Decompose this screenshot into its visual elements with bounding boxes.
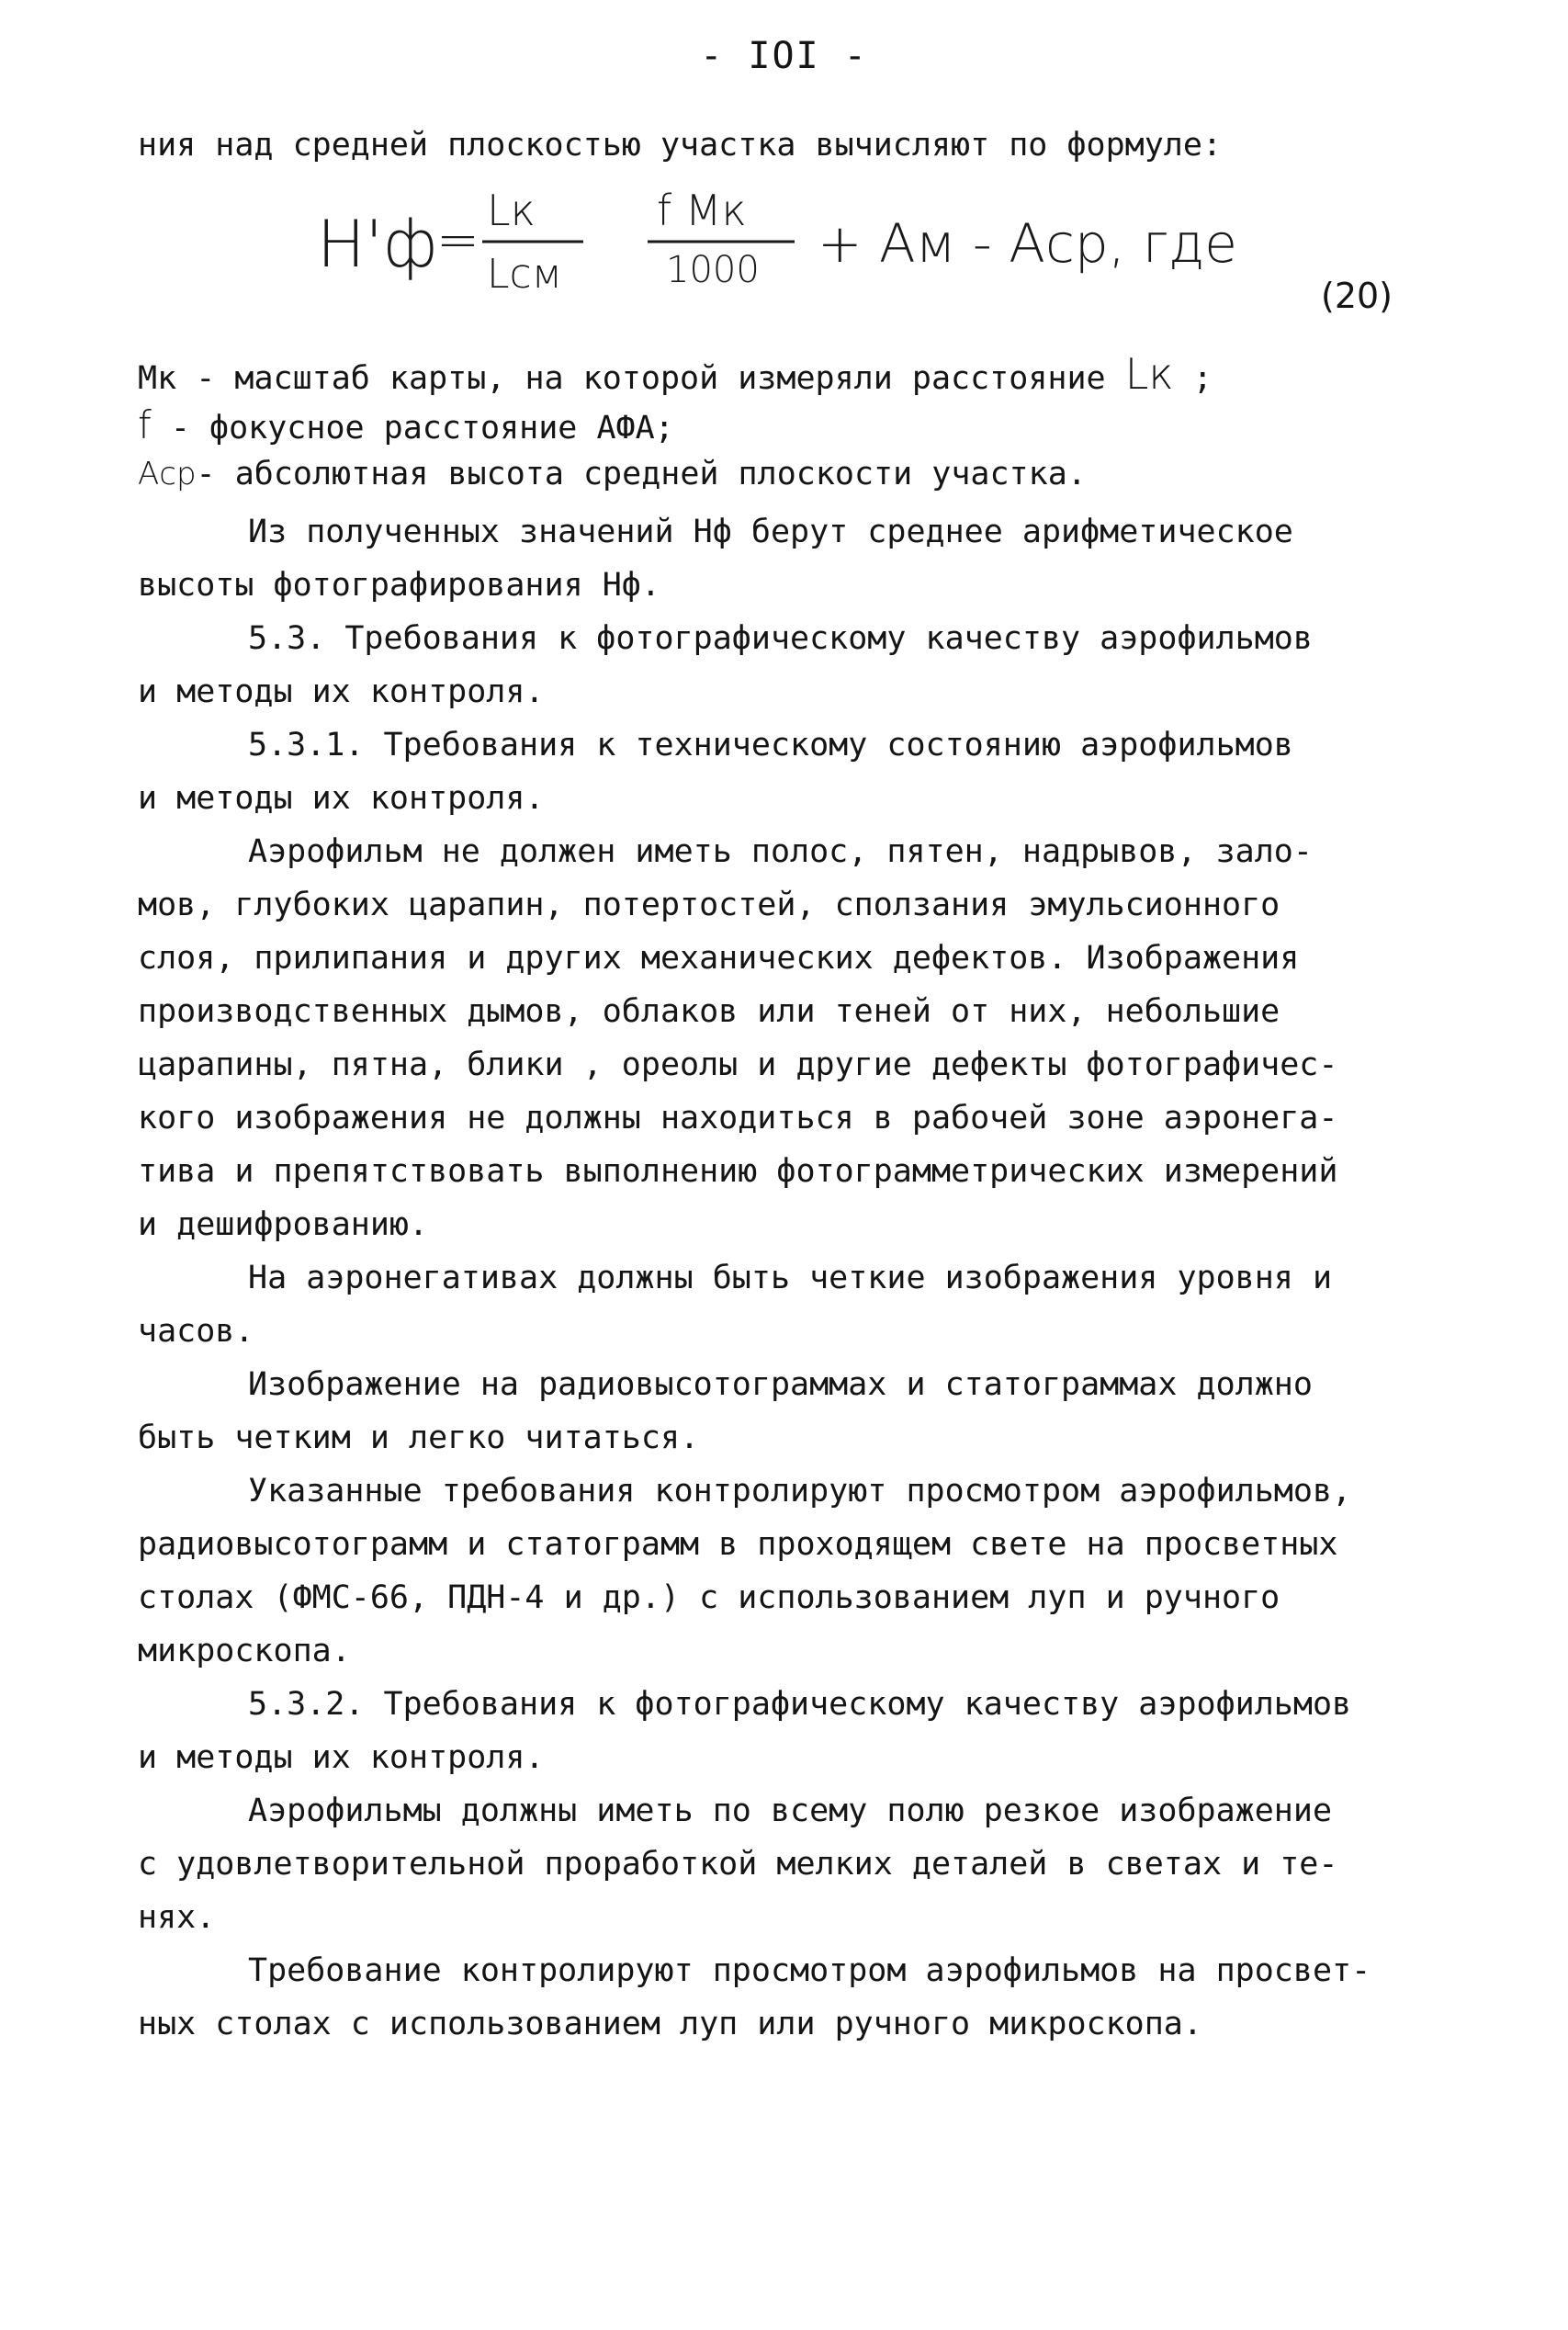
text-line: часов. <box>138 1313 254 1350</box>
text-line: быть четким и легко читаться. <box>138 1419 700 1456</box>
definition-mk <box>138 349 1213 399</box>
text-line: и дешифрованию. <box>138 1206 429 1243</box>
text-line: Указанные требования контролируют просмотром аэрофильмов, <box>248 1473 1352 1510</box>
equation-number: (20) <box>1321 276 1393 316</box>
text-line: нях. <box>138 1899 216 1936</box>
text-line: тива и препятствовать выполнению фотограмметрических измерений <box>138 1153 1338 1190</box>
text-line: Изображение на радиовысотограммах и статограммах должно <box>248 1366 1313 1403</box>
text-line: Аэрофильм не должен иметь полос, пятен, надрывов, зало- <box>248 833 1313 870</box>
definition-symbol: Mк <box>138 360 177 397</box>
text-line: столах (ФМС-66, ПДН-4 и др.) с использованием луп и ручного <box>138 1579 1280 1616</box>
text-line: и методы их контроля. <box>138 1739 545 1776</box>
definition-acp <box>138 456 1087 492</box>
formula-den1: Lсм <box>487 251 562 298</box>
paragraph <box>138 1465 1461 1678</box>
text-line: с удовлетворительной проработкой мелких деталей в светах и те- <box>138 1846 1338 1883</box>
text-line: радиовысотограмм и статограмм в проходящем свете на просветных <box>138 1526 1338 1563</box>
definition-symbol-end: Lк <box>1124 349 1174 399</box>
text-line: 5.3.2. Требования к фотографическому качеству аэрофильмов <box>248 1686 1352 1723</box>
page-number: - IOI - <box>700 35 868 77</box>
section-heading <box>138 1678 1461 1784</box>
formula-tail: + Aм - Aср, где <box>818 212 1237 275</box>
paragraph <box>138 1784 1461 1944</box>
definition-symbol: Aср <box>138 456 197 492</box>
definition-text: - масштаб карты, на которой измеряли расстояние <box>176 360 1125 397</box>
text-line: высоты фотографирования Нф. <box>138 567 660 604</box>
text-line: ных столах с использованием луп или ручного микроскопа. <box>138 2006 1202 2042</box>
definition-f <box>138 402 674 447</box>
text-line: производственных дымов, облаков или теней от них, небольшие <box>138 993 1280 1030</box>
text-line: 5.3.1. Требования к техническому состоянию аэрофильмов <box>248 727 1293 763</box>
text-line: царапины, пятна, блики , ореолы и другие дефекты фотографичес- <box>138 1046 1338 1083</box>
text-line: микроскопа. <box>138 1633 351 1669</box>
text-line: На аэронегативах должны быть четкие изображения уровня и <box>248 1260 1333 1296</box>
intro-line: ния над средней плоскостью участка вычисляют по формуле: <box>138 127 1223 164</box>
formula-num1: Lк <box>487 186 536 235</box>
formula-num2: f Mк <box>657 186 747 235</box>
definition-end: ; <box>1173 360 1213 397</box>
definition-symbol: f <box>138 402 152 447</box>
text-line: мов, глубоких царапин, потертостей, сползания эмульсионного <box>138 887 1280 923</box>
text-line: и методы их контроля. <box>138 780 545 817</box>
text-line: и методы их контроля. <box>138 673 545 710</box>
text-line: 5.3. Требования к фотографическому качеству аэрофильмов <box>248 620 1313 657</box>
formula-lhs: H'ф <box>317 207 438 282</box>
definition-text: - фокусное расстояние АФА; <box>151 410 674 447</box>
formula-equals: = <box>436 210 479 270</box>
formula-den2: 1000 <box>666 249 760 291</box>
text-line: Из полученных значений Нф берут среднее арифметическое <box>248 514 1293 550</box>
text-line: Аэрофильмы должны иметь по всему полю резкое изображение <box>248 1793 1333 1829</box>
text-line: Требование контролируют просмотром аэрофильмов на просвет- <box>248 1952 1371 1989</box>
paragraph <box>138 1251 1461 1358</box>
body-text <box>138 505 1461 2051</box>
text-line: кого изображения не должны находиться в рабочей зоне аэронега- <box>138 1100 1338 1137</box>
section-heading <box>138 718 1461 825</box>
text-line: слоя, прилипания и других механических дефектов. Изображения <box>138 940 1300 977</box>
definition-text: - абсолютная высота средней плоскости участка. <box>196 456 1087 492</box>
section-heading <box>138 612 1461 718</box>
paragraph <box>138 505 1461 612</box>
paragraph <box>138 1358 1461 1465</box>
paragraph <box>138 1944 1461 2051</box>
formula-20 <box>317 161 1309 299</box>
paragraph <box>138 825 1461 1251</box>
